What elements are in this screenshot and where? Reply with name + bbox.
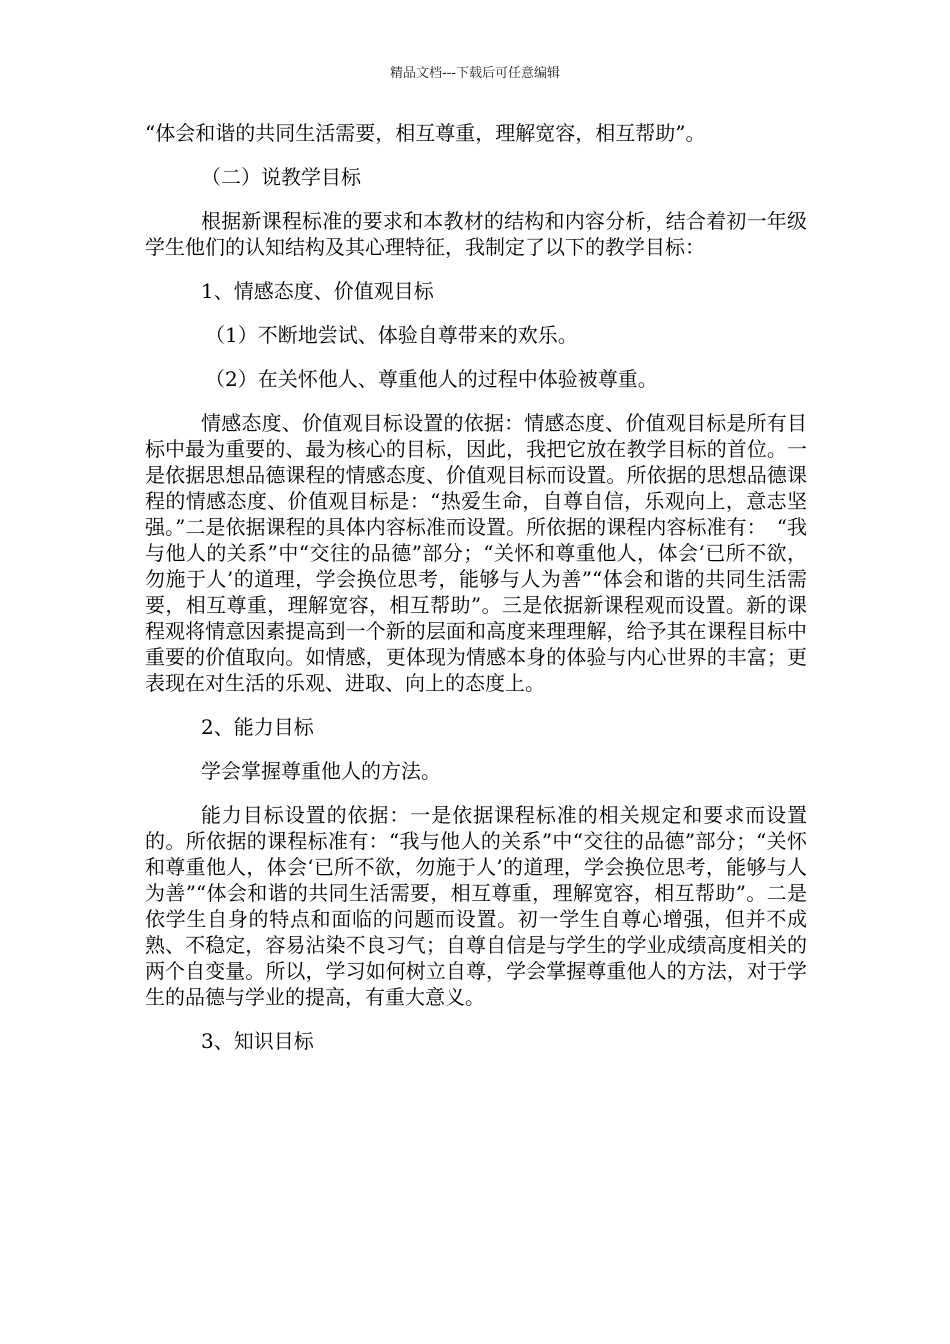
paragraph-emotion-basis: 情感态度、价值观目标设置的依据：情感态度、价值观目标是所有目标中最为重要的、最为核心的目标，因此，我把它放在教学目标的首位。一是依据思想品德课程的情感态度、价值观目标而设置。所依据的思想品德课程的情感态度、价值观目标是：“热爱生命，自尊自信，乐观向上，意志坚强。”二是依据课程的具体内容标准而设置。所依据的课程内容标准有： “我与他人的关系”中“交往的品德”部分；“关怀和尊重他人，体会‘已所不欲，勿施于人’的道理，学会换位思考，能够与人为善”“体会和谐的共同生活需要，相互尊重，理解宽容，相互帮助”。三是依据新课程观而设置。新的课程观将情意因素提高到一个新的层面和高度来理理解，给予其在课程目标中重要的价值取向。如情感，更体现为情感本身的体验与内心世界的丰富；更表现在对生活的乐观、进取、向上的态度上。: [145, 411, 807, 695]
page-header: 精品文档---下载后可任意编辑: [389, 66, 561, 81]
subheading-knowledge-goals: 3、知识目标: [201, 1029, 314, 1053]
paragraph-intro: 根据新课程标准的要求和本教材的结构和内容分析，结合着初一年级学生他们的认知结构及其心理特征，我制定了以下的教学目标：: [145, 209, 807, 259]
list-item-2: （2）在关怀他人、尊重他人的过程中体验被尊重。: [205, 367, 658, 391]
paragraph-ability-basis: 能力目标设置的依据：一是依据课程标准的相关规定和要求而设置的。所依据的课程标准有：“我与他人的关系”中“交往的品德”部分；“关怀和尊重他人，体会‘已所不欲，勿施于人’的道理，学会换位思考，能够与人为善”“体会和谐的共同生活需要，相互尊重，理解宽容，相互帮助”。二是依学生自身的特点和面临的问题而设置。初一学生自尊心增强，但并不成熟、不稳定，容易沾染不良习气；自尊自信是与学生的学业成绩高度相关的两个自变量。所以，学习如何树立自尊，学会掌握尊重他人的方法，对于学生的品德与学业的提高，有重大意义。: [145, 803, 807, 1009]
section-heading-teaching-goals: （二）说教学目标: [201, 165, 361, 189]
list-item-1: （1）不断地尝试、体验自尊带来的欢乐。: [205, 323, 578, 347]
paragraph-quote: “体会和谐的共同生活需要，相互尊重，理解宽容，相互帮助”。: [145, 121, 706, 145]
subheading-emotion-goals: 1、情感态度、价值观目标: [201, 279, 434, 303]
paragraph-ability-goal: 学会掌握尊重他人的方法。: [201, 759, 441, 783]
document-body: [145, 120, 807, 1072]
subheading-ability-goals: 2、能力目标: [201, 715, 314, 739]
